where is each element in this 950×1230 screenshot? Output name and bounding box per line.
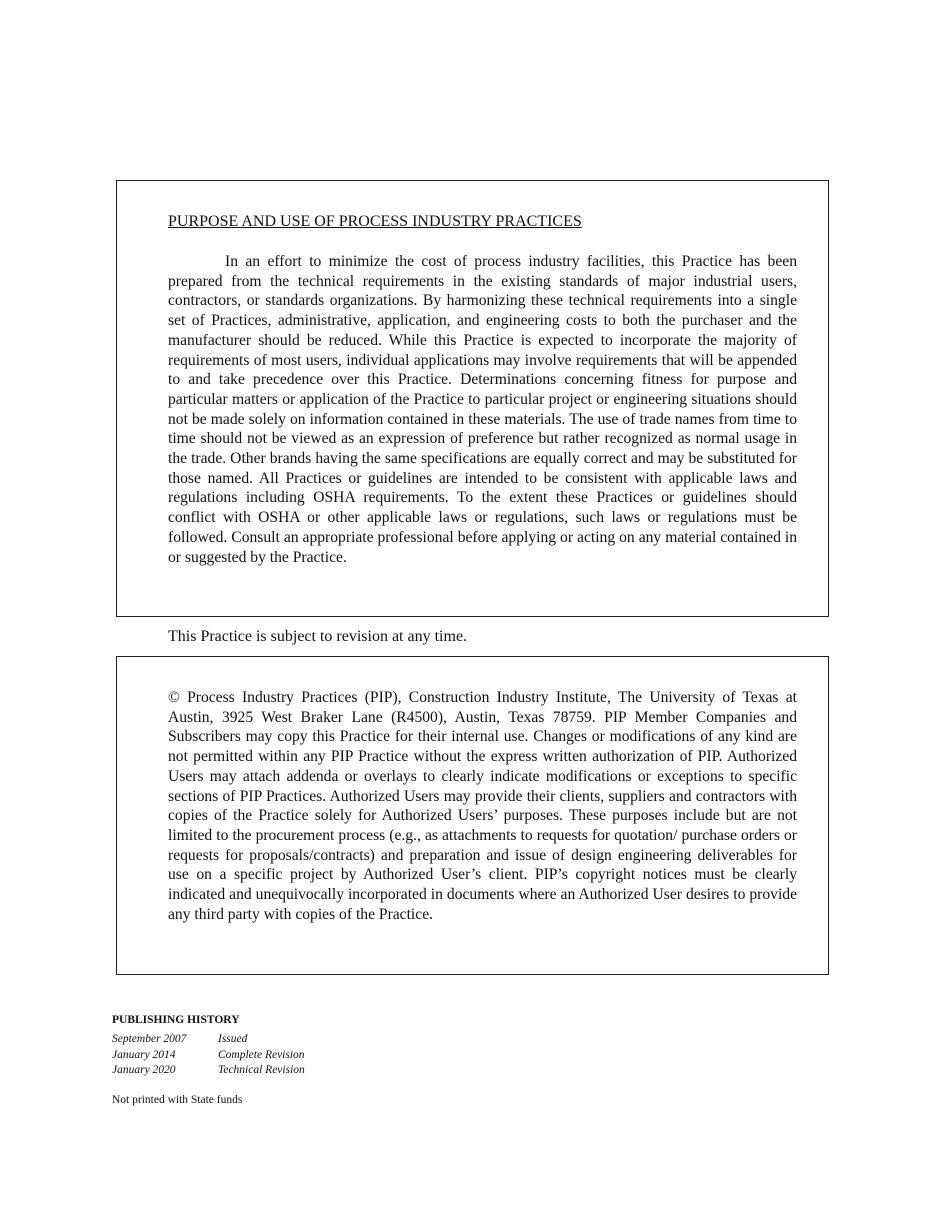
revision-note: This Practice is subject to revision at any time.: [168, 628, 468, 645]
history-status: Issued: [218, 1033, 248, 1045]
purpose-title: PURPOSE AND USE OF PROCESS INDUSTRY PRACTICES: [168, 213, 582, 230]
history-entry: [112, 1063, 305, 1079]
purpose-box: [116, 180, 829, 617]
copyright-body: © Process Industry Practices (PIP), Construction Industry Institute, The University of Texas at Austin, 3925 West Braker Lane (R4500), Austin, Texas 78759. PIP Member Companies and Subscribers may copy this Practice for their internal use. Changes or modifications of any kind are not permitted within any PIP Practice without the express written authorization of PIP. Authorized Users may attach addenda or overlays to clearly indicate modifications or exceptions to specific sections of PIP Practices. Authorized Users may provide their clients, suppliers and contractors with copies of the Practice solely for Authorized Users’ purposes. These purposes include but are not limited to the procurement process (e.g., as attachments to requests for quotation/ purchase orders or requests for proposals/contracts) and preparation and issue of design engineering deliverables for use on a specific project by Authorized User’s client. PIP’s copyright notices must be clearly indicated and unequivocally incorporated in documents where an Authorized User desires to provide any third party with copies of the Practice.: [168, 689, 797, 923]
history-date: September 2007: [112, 1033, 187, 1045]
history-date: January 2020: [112, 1064, 176, 1077]
purpose-body: In an effort to minimize the cost of process industry facilities, this Practice has been prepared from the technical requirements in the existing standards of major industrial users, contractors, or standards organizations. By harmonizing these technical requirements into a single set of Practices, administrative, application, and engineering costs to both the purchaser and the manufacturer should be reduced. While this Practice is expected to incorporate the majority of requirements of most users, individual applications may involve requirements that will be appended to and take precedence over this Practice. Determinations concerning fitness for purpose and particular matters or application of the Practice to particular project or engineering situations should not be made solely on information contained in these materials. The use of trade names from time to time should not be viewed as an expression of preference but rather recognized as normal usage in the trade. Other brands having the same specifications are equally correct and may be substituted for those named. All Practices or guidelines are intended to be consistent with applicable laws and regulations including OSHA requirements. To the extent these Practices or guidelines should conflict with OSHA or other applicable laws or regulations, such laws or regulations must be followed. Consult an appropriate professional before applying or acting on any material contained in or suggested by the Practice.: [168, 253, 797, 566]
history-entry: [112, 1032, 305, 1048]
history-status: Complete Revision: [218, 1048, 305, 1061]
publishing-history-heading: PUBLISHING HISTORY: [112, 1014, 240, 1026]
history-status: Technical Revision: [218, 1064, 305, 1077]
publishing-history: [112, 1012, 305, 1079]
copyright-box: [116, 656, 829, 975]
footer-note: Not printed with State funds: [112, 1094, 243, 1106]
history-date: January 2014: [112, 1048, 176, 1061]
history-entry: [112, 1048, 305, 1064]
